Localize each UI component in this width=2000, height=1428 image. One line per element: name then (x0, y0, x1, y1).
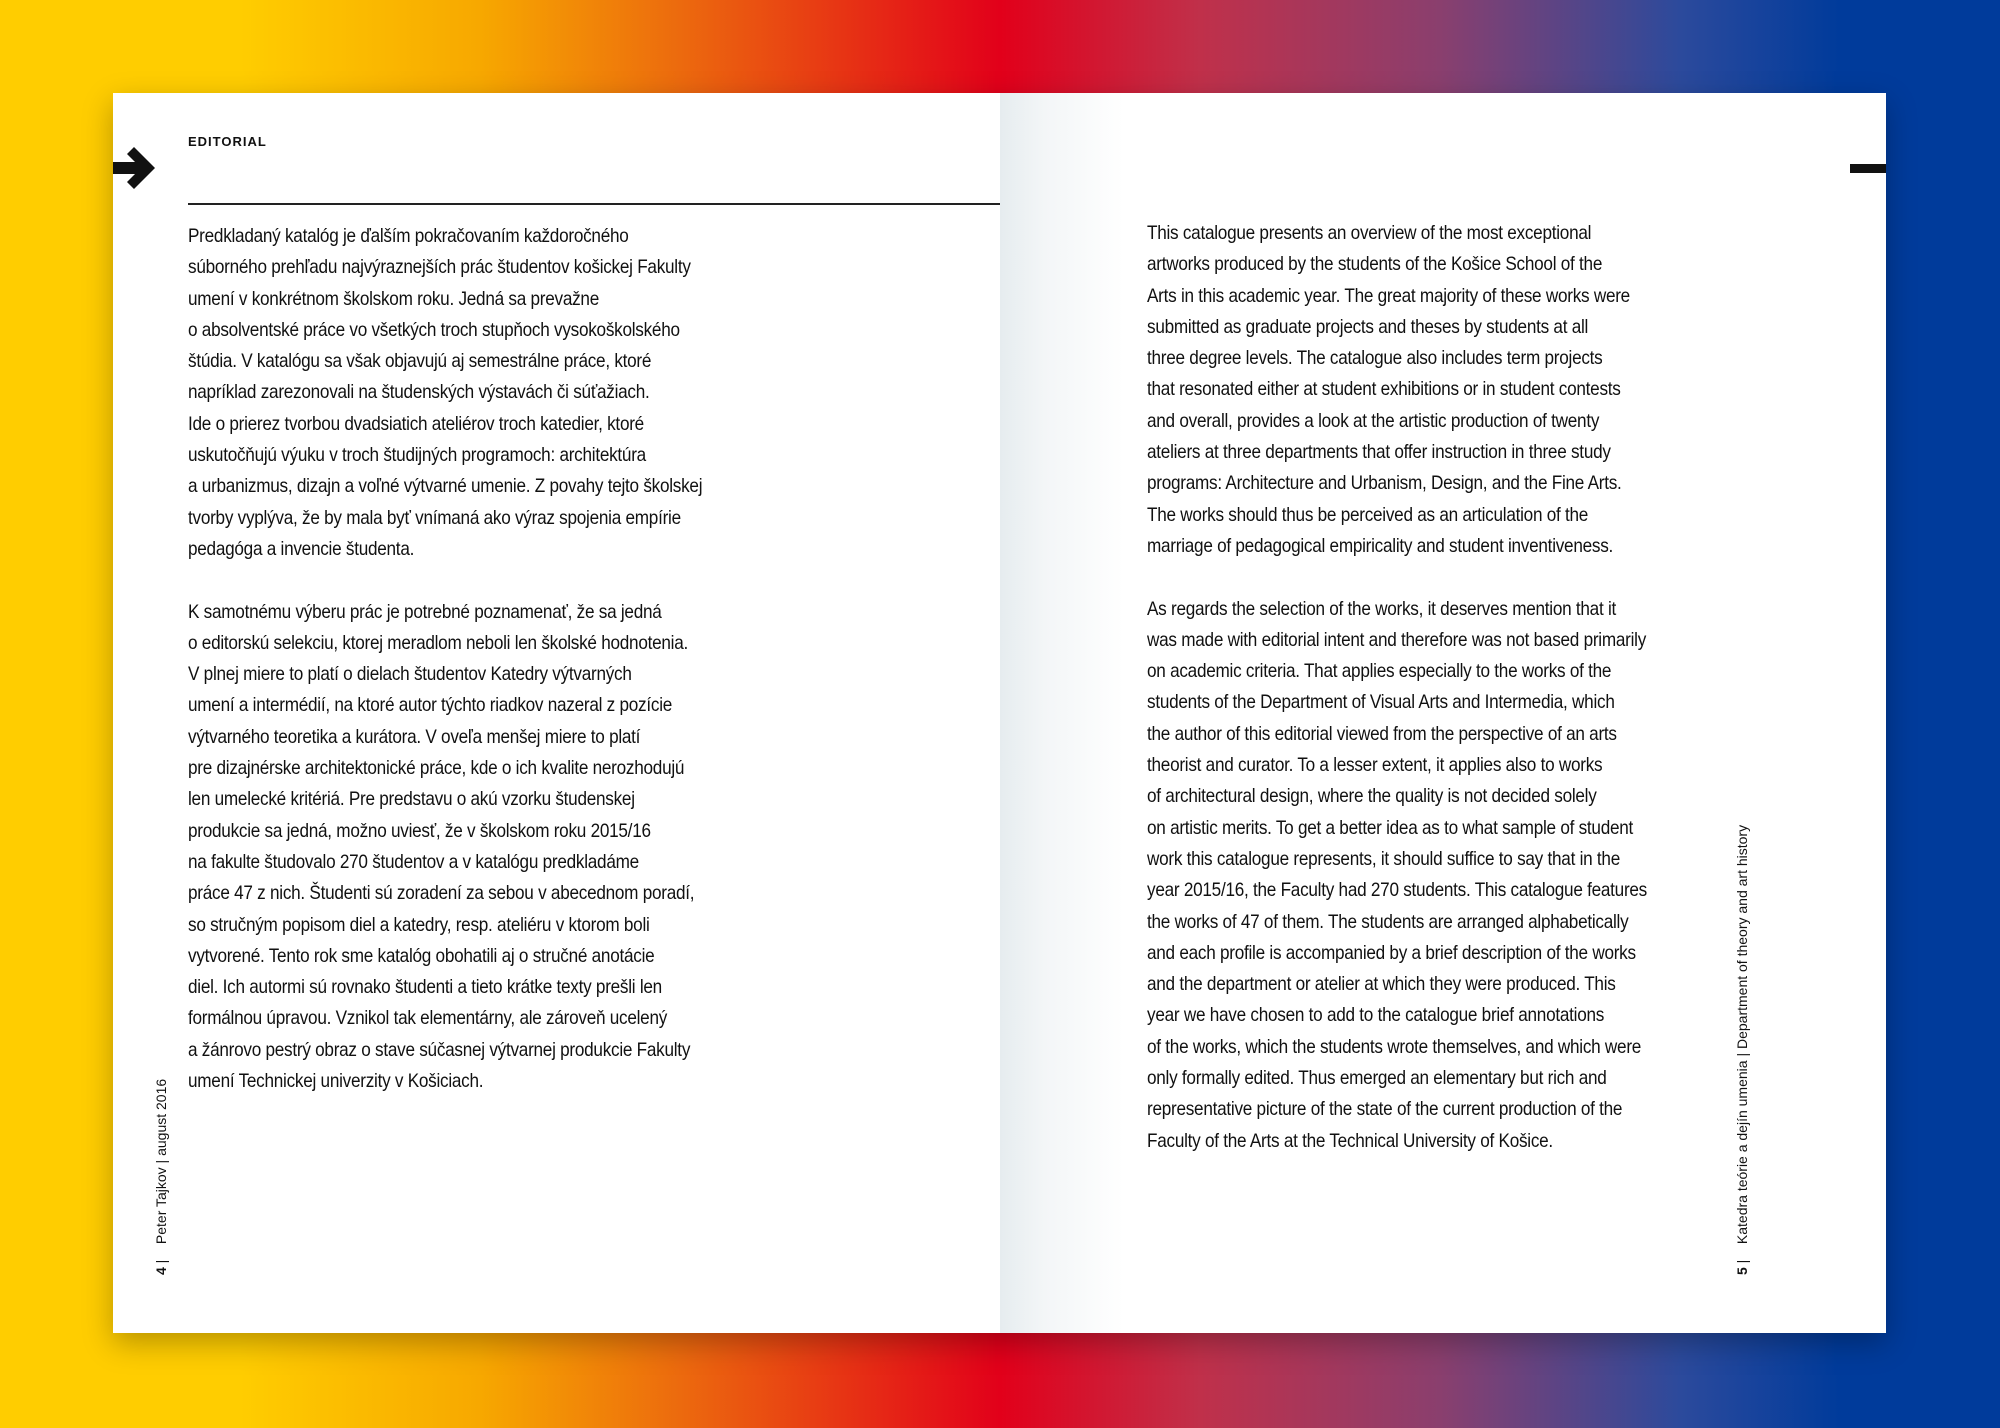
author-date: Peter Tajkov | august 2016 (153, 1078, 169, 1245)
left-page (113, 93, 1000, 1333)
section-title: EDITORIAL (188, 134, 267, 149)
right-page-footer: 5 | Katedra teórie a dejín umenia | Department of theory and art history (1734, 824, 1750, 1275)
left-page-footer: 4 | Peter Tajkov | august 2016 (153, 1078, 169, 1275)
page-number-left: 4 (153, 1267, 169, 1275)
slovak-paragraph-1: Predkladaný katalóg je ďalším pokračovaním každoročného súborného prehľadu najvýraznejších prác študentov košickej Fakulty umení v konkrétnom školskom roku. Jedná sa prevažne o absolventské práce vo všetkých troch stupňoch vysokoškolského štúdia. V katalógu sa však objavujú aj semestrálne práce, ktoré napríklad zarezonovali na študenských výstavách či súťažiach. Ide o prierez tvorbou dvadsiatich ateliérov troch katedier, ktoré uskutočňujú výuku v troch študijných programoch: architektúra a urbanizmus, dizajn a voľné výtvarné umenie. Z povahy tejto školskej tvorby vyplýva, že by mala byť vnímaná ako výraz spojenia empírie pedagóga a invencie študenta. (188, 225, 703, 560)
english-paragraph-1: This catalogue presents an overview of the most exceptional artworks produced by the students of the Košice School of the Arts in this academic year. The great majority of these works were submitted as graduate projects and theses by students at all three degree levels. The catalogue also includes term projects that resonated either at student exhibitions or in student contests and overall, provides a look at the artistic production of twenty ateliers at three departments that offer instruction in three study programs: Architecture and Urbanism, Design, and the Fine Arts. The works should thus be perceived as an articulation of the marriage of pedagogical empiricality and student inventiveness. (1147, 222, 1630, 557)
arrow-right-icon (113, 141, 163, 195)
right-page (1000, 93, 1886, 1333)
tab-mark (1850, 164, 1886, 173)
department-name: Katedra teórie a dejín umenia | Department of theory and art history (1734, 824, 1750, 1245)
slovak-text (188, 221, 702, 1097)
slovak-paragraph-2: K samotnému výberu prác je potrebné poznamenať, že sa jedná o editorskú selekciu, ktorej meradlom neboli len školské hodnotenia. V plnej miere to platí o dielach študentov Katedry výtvarných umení a intermédií, na ktoré autor týchto riadkov nazeral z pozície výtvarného teoretika a kurátora. V oveľa menšej miere to platí pre dizajnérske architektonické práce, kde o ich kvalite nerozhodujú len umelecké kritériá. Pre predstavu o akú vzorku študenskej produkcie sa jedná, možno uviesť, že v školskom roku 2015/16 na fakulte študovalo 270 študentov a v katalógu predkladáme práce 47 z nich. Študenti sú zoradení za sebou v abecednom poradí, so stručným popisom diel a katedry, resp. ateliéru v ktorom boli vytvorené. Tento rok sme katalóg obohatili aj o stručné anotácie diel. Ich autormi sú rovnako študenti a tieto krátke texty prešli len formálnou úpravou. Vznikol tak elementárny, ale zároveň ucelený a žánrovo pestrý obraz o stave súčasnej výtvarnej produkcie Fakulty umení Technickej univerzity v Košiciach. (188, 600, 695, 1093)
catalogue-spread (113, 93, 1886, 1333)
page-number-right: 5 (1734, 1267, 1750, 1275)
english-paragraph-2: As regards the selection of the works, it deserves mention that it was made with editorial intent and therefore was not based primarily on academic criteria. That applies especially to the works of the students of the Department of Visual Arts and Intermedia, which the author of this editorial viewed from the perspective of an arts theorist and curator. To a lesser extent, it applies also to works of architectural design, where the quality is not decided solely on artistic merits. To get a better idea as to what sample of student work this catalogue represents, it should suffice to say that in the year 2015/16, the Faculty had 270 students. This catalogue features the works of 47 of them. The students are arranged alphabetically and each profile is accompanied by a brief description of the works and the department or atelier at which they were produced. This year we have chosen to add to the catalogue brief annotations of the works, which the students wrote themselves, and which were only formally edited. Thus emerged an elementary but rich and representative picture of the state of the current production of the Faculty of the Arts at the Technical University of Košice. (1147, 597, 1648, 1152)
english-text (1147, 218, 1647, 1157)
